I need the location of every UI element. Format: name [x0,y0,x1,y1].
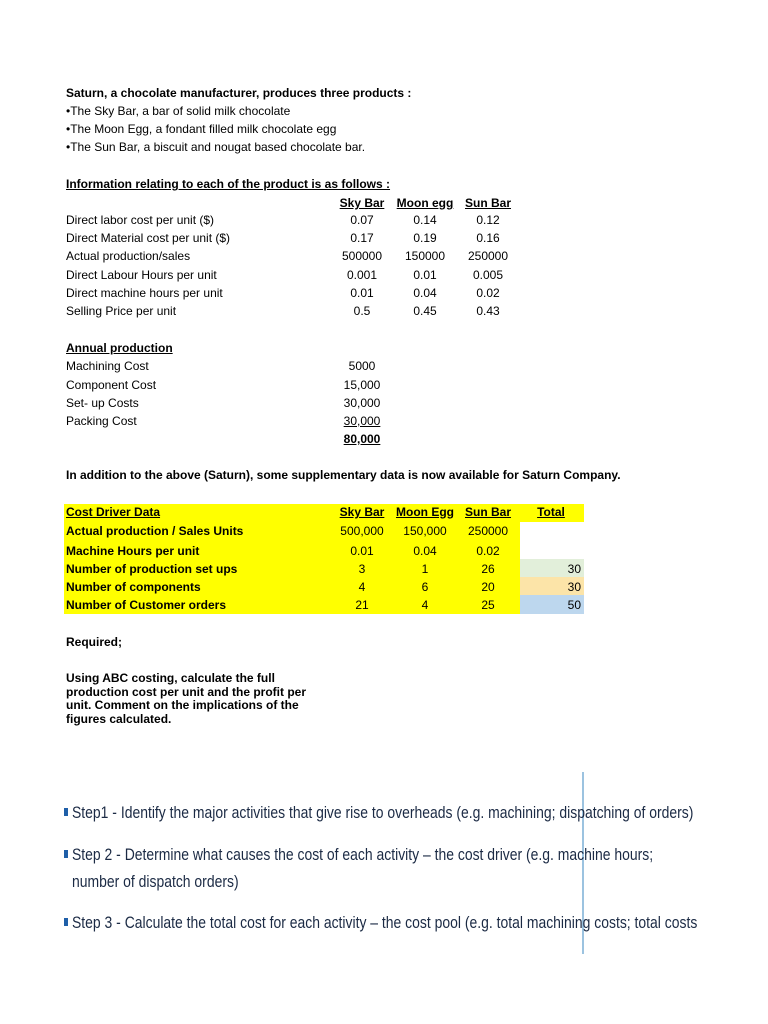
column-header-moon-egg: Moon egg [396,196,454,210]
intro-bullet-moon-egg: •The Moon Egg, a fondant filled milk chocolate egg [66,122,337,136]
row-label: Direct Labour Hours per unit [66,268,217,282]
cost-driver-value: 3 [358,562,366,576]
cost-driver-value: 0.02 [476,544,500,558]
cost-driver-value: 250000 [467,524,509,538]
row-label: Selling Price per unit [66,304,177,318]
value-cell: 0.12 [476,213,500,227]
annual-row-label: Component Cost [66,378,157,392]
cost-driver-row-label: Machine Hours per unit [66,544,200,558]
value-cell: 0.17 [350,231,374,245]
value-cell: 0.5 [353,304,371,318]
bullet-marker [64,918,68,926]
annual-row-label: Set- up Costs [66,396,139,410]
cost-driver-value: 500,000 [340,524,384,538]
cost-driver-value: 4 [358,580,366,594]
cost-driver-value: 0.01 [350,544,374,558]
supplementary-note: In addition to the above (Saturn), some supplementary data is now available for Saturn Company. [66,468,621,482]
cost-driver-value: 0.04 [413,544,437,558]
cost-driver-value: 150,000 [403,524,447,538]
intro-bullet-sun-bar: •The Sun Bar, a biscuit and nougat based chocolate bar. [66,140,366,154]
annual-row-label: Packing Cost [66,414,137,428]
annual-value: 15,000 [343,378,381,392]
step-1-text: Step1 - Identify the major activities that give rise to overheads (e.g. machining; dispatching of orders) [72,803,694,822]
column-header-moon-egg: Moon Egg [396,505,454,519]
row-label: Direct Material cost per unit ($) [66,231,231,245]
cost-driver-value: 1 [421,562,429,576]
annual-value: 5000 [348,359,376,373]
cost-driver-value: 21 [355,598,369,612]
value-cell: 0.07 [350,213,374,227]
value-cell: 0.04 [413,286,437,300]
cost-driver-value: 25 [481,598,495,612]
value-cell: 0.14 [413,213,437,227]
intro-bullet-sky-bar: •The Sky Bar, a bar of solid milk chocolate [66,104,291,118]
value-cell: 150000 [404,249,446,263]
annual-value: 30,000 [343,414,381,428]
cost-driver-value: 6 [421,580,429,594]
annual-total: 80,000 [343,432,381,446]
cost-driver-total: 50 [567,598,581,612]
value-cell: 0.01 [350,286,374,300]
cost-driver-total: 30 [567,580,581,594]
cost-driver-value: 4 [421,598,429,612]
value-cell: 0.01 [413,268,437,282]
step-2-text: Step 2 - Determine what causes the cost of each activity – the cost driver (e.g. machine hours; [72,845,654,864]
annual-production-heading: Annual production [66,341,173,355]
value-cell: 500000 [341,249,383,263]
bullet-marker [64,850,68,858]
steps-panel [64,772,698,954]
column-header-sky-bar: Sky Bar [339,505,385,519]
column-header-total: Total [537,505,565,519]
cost-driver-value: 20 [481,580,495,594]
row-label: Actual production/sales [66,249,191,263]
value-cell: 0.001 [346,268,378,282]
cost-driver-row-label: Actual production / Sales Units [66,524,244,538]
column-header-sun-bar: Sun Bar [464,505,512,519]
cost-driver-row-label: Number of production set ups [66,562,238,576]
required-label: Required; [66,635,123,649]
row-label: Direct machine hours per unit [66,286,223,300]
cost-driver-total: 30 [567,562,581,576]
cost-driver-row-label: Number of Customer orders [66,598,227,612]
cost-driver-heading: Cost Driver Data [66,505,161,519]
step-2-continuation: number of dispatch orders) [72,872,239,891]
cost-driver-row-label: Number of components [66,580,201,594]
value-cell: 0.16 [476,231,500,245]
step-3-text: Step 3 - Calculate the total cost for each activity – the cost pool (e.g. total machining costs; total costs [72,913,698,932]
column-header-sky-bar: Sky Bar [339,196,385,210]
annual-value: 30,000 [343,396,381,410]
value-cell: 250000 [467,249,509,263]
value-cell: 0.45 [413,304,437,318]
column-header-sun-bar: Sun Bar [464,196,512,210]
value-cell: 0.02 [476,286,500,300]
row-label: Direct labor cost per unit ($) [66,213,215,227]
product-info-heading: Information relating to each of the product is as follows : [66,177,391,191]
bullet-marker [64,808,68,816]
required-text: Using ABC costing, calculate the full production cost per unit and the profit per unit. Comment on the implications of the figures calculated. [66,671,306,726]
value-cell: 0.005 [472,268,504,282]
cost-driver-value: 26 [481,562,495,576]
intro-title: Saturn, a chocolate manufacturer, produces three products : [66,86,412,100]
value-cell: 0.43 [476,304,500,318]
annual-row-label: Machining Cost [66,359,149,373]
value-cell: 0.19 [413,231,437,245]
